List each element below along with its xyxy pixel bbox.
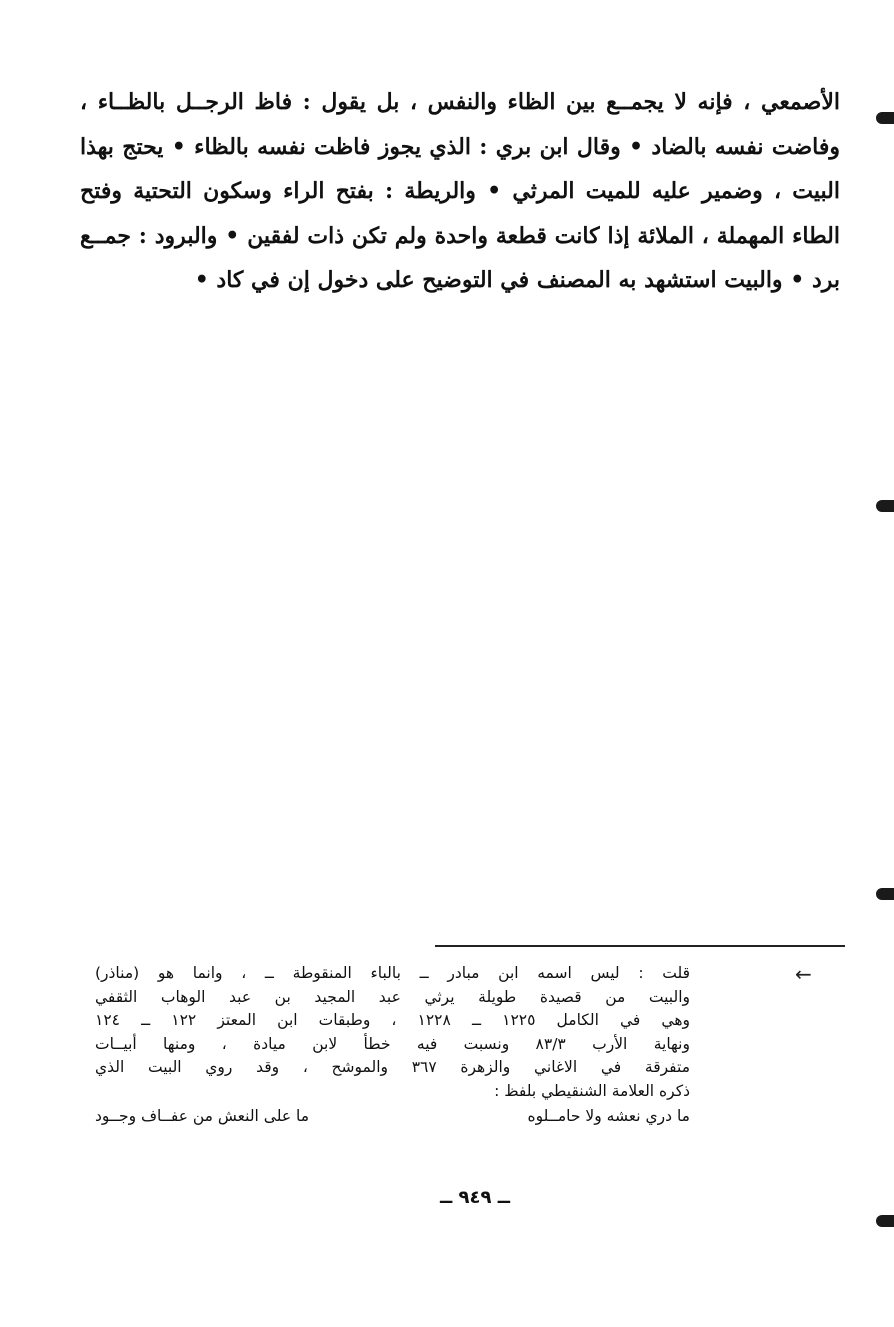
verse-first-hemistich: ما دري نعشه ولا حامــلوه (527, 1107, 690, 1125)
scan-edge-mark (876, 888, 894, 900)
main-text-line: وفاضت نفسه بالضاد • وقال ابن بري : الذي يجوز فاظت نفسه بالظاء • يحتج بهذا (80, 133, 840, 160)
footnote-line: متفرقة في الاغاني والزهرة ٣٦٧ والموشح ، وقد روي البيت الذي (95, 1058, 690, 1076)
footnote-line: قلت : ليس اسمه ابن مبادر ــ بالباء المنقوطة ــ ، وانما هو (مناذر) (95, 964, 690, 982)
footnote-line: ونهاية الأرب ٨٣/٣ ونسبت فيه خطأ لابن ميادة ، ومنها أبيــات (95, 1034, 690, 1053)
verse-second-hemistich: ما على النعش من عفــاف وجــود (95, 1107, 310, 1125)
main-text-line: الطاء المهملة ، الملائة إذا كانت قطعة واحدة ولم تكن ذات لفقين • والبرود : جمــع (80, 222, 840, 249)
main-text-line: برد • والبيت استشهد به المصنف في التوضيح على دخول إن في كاد • (194, 267, 840, 293)
page-number: ــ ٩٤٩ ــ (439, 1187, 511, 1208)
footnote-line: ذكره العلامة الشنقيطي بلفظ : (494, 1081, 690, 1100)
main-text-block (80, 80, 840, 303)
footnote-arrow-icon: ← (795, 962, 812, 986)
main-text-line: الأصمعي ، فإنه لا يجمــع بين الظاء والنفس ، بل يقول : فاظ الرجــل بالظــاء ، (80, 89, 840, 115)
scan-edge-mark (876, 1215, 894, 1227)
footnote-line: والبيت من قصيدة طويلة يرثي عبد المجيد بن عبد الوهاب الثقفي (95, 987, 690, 1006)
main-text-line: البيت ، وضمير عليه للميت المرثي • والريطة : بفتح الراء وسكون التحتية وفتح (80, 178, 840, 204)
footnote-verse (95, 1105, 690, 1129)
footnote-block (95, 962, 690, 1129)
scan-edge-mark (876, 112, 894, 124)
footnote-divider (435, 945, 845, 947)
scan-edge-mark (876, 500, 894, 512)
footnote-line: وهي في الكامل ١٢٢٥ ــ ١٢٢٨ ، وطبقات ابن المعتز ١٢٢ ــ ١٢٤ (95, 1011, 690, 1029)
